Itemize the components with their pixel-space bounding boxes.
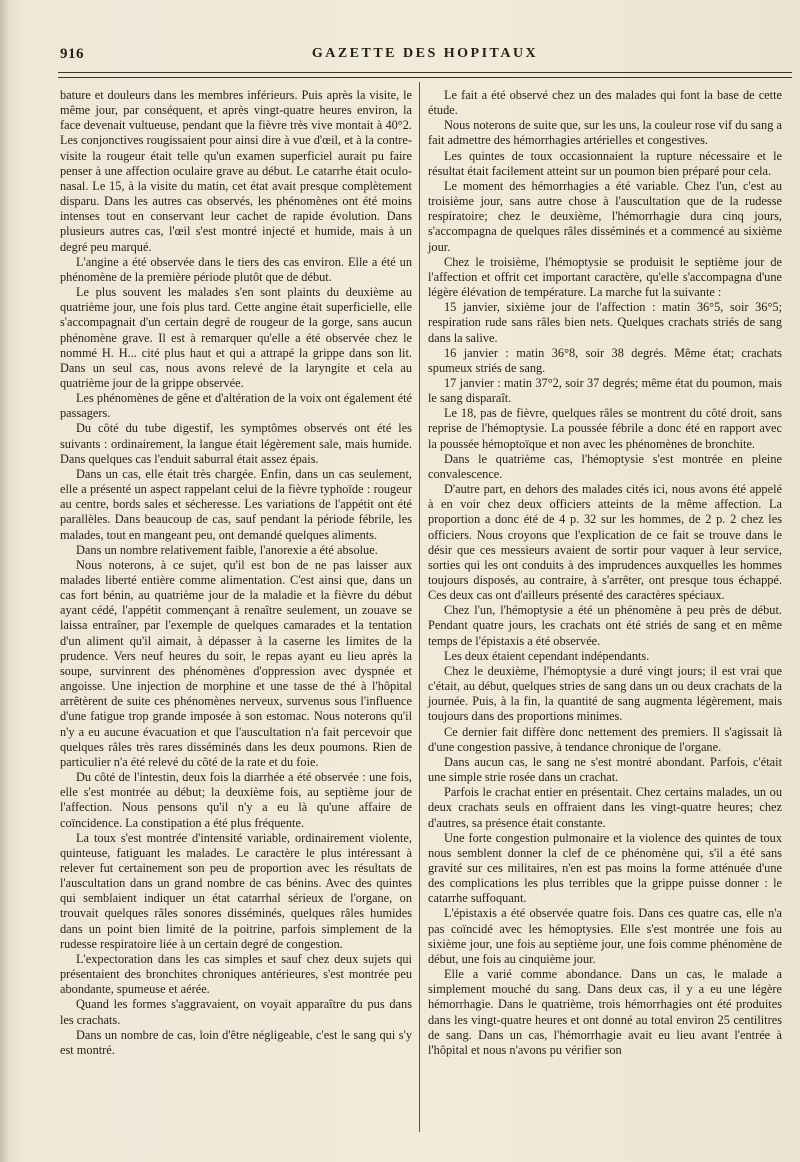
paragraph: Quand les formes s'aggravaient, on voyait apparaître du pus dans les crachats.: [60, 997, 412, 1027]
paragraph: Ce dernier fait diffère donc nettement des premiers. Il s'agissait là d'une congestion passive, à tendance chronique de l'organe.: [428, 724, 782, 754]
paragraph: 17 janvier : matin 37°2, soir 37 degrés; même état du poumon, mais le sang disparaît.: [428, 375, 782, 406]
left-column: [60, 88, 412, 1058]
paragraph: D'autre part, en dehors des malades cités ici, nous avons été appelé à en voir chez deux officiers atteints de la même affection. La proportion a donc été de 4 p. 32 sur les hommes, de 2 p. 2 chez les officiers. Nous croyons que l'explication de ce fait se trouve dans le désir que ces messieurs avaient de sortir pour vaquer à leur service, sorties qui les ont conduits à des imprudences auxquelles les hommes toujours disposés, au contraire, à s'arrêter, ont presque tous échappé. Ces deux cas ont d'ailleurs présenté des caractères spéciaux.: [428, 482, 782, 603]
column-divider: [419, 82, 420, 1132]
paragraph: Du côté du tube digestif, les symptômes observés ont été les suivants : ordinairement, la langue était légèrement sale, mais humide. Dans quelques cas l'enduit saburral était assez épais.: [60, 421, 412, 466]
paragraph: L'expectoration dans les cas simples et sauf chez deux sujets qui présentaient des bronchites chroniques antérieures, s'est montrée peu abondante, spumeuse et aérée.: [60, 951, 412, 997]
paragraph: Les phénomènes de gêne et d'altération de la voix ont également été passagers.: [60, 391, 412, 421]
paragraph: Chez le deuxième, l'hémoptysie a duré vingt jours; il est vrai que c'était, au début, quelques stries de sang dans un ou deux crachats de la journée. Puis, à la fin, la quantité de sang augmenta légèrement, mais toujours dans des proportions minimes.: [428, 663, 782, 724]
paragraph: Du côté de l'intestin, deux fois la diarrhée a été observée : une fois, elle s'est montrée au début; la deuxième fois, au septième jour de l'affection. Nous pensons qu'il n'y a eu là qu'une affaire de coïncidence. La constipation a été plus fréquente.: [60, 770, 412, 830]
paragraph: La toux s'est montrée d'intensité variable, ordinairement violente, quinteuse, fatiguant les malades. Le caractère le plus intéressant à relever fut certainement son peu de proportion avec les résultats de l'auscultation dans un grand nombre de cas bénins. Avec des quintes qui semblaient indiquer un état catarrhal sérieux de l'organe, on trouvait quelques râles sonores disséminés, quelques râles humides dans un point bien limité de la poitrine, parfois simplement de la rudesse respiratoire liée à un certain degré de congestion.: [60, 830, 412, 951]
paragraph: bature et douleurs dans les membres inférieurs. Puis après la visite, le même jour, par conséquent, et après vingt-quatre heures environ, la face devenait vultueuse, pendant que la fièvre très vive montait à 40°2. Les conjonctives rougissaient pour ainsi dire à vue d'œil, et à la contre-visite la rougeur était telle qu'un examen superficiel aurait pu faire penser à une affection oculaire grave au début. Le catarrhe était oculo-nasal. Le 15, à la visite du matin, cet état avait presque complètement disparu. Dans les autres cas observés, les phénomènes ont été moins intenses tout en conservant leur cachet de rapide évolution. Dans plusieurs autres cas, l'œil s'est montré injecté et humide, mais à un degré peu marqué.: [60, 88, 412, 254]
paragraph: Le fait a été observé chez un des malades qui font la base de cette étude.: [428, 88, 782, 118]
page-number: 916: [60, 46, 84, 62]
paragraph: L'angine a été observée dans le tiers des cas environ. Elle a été un phénomène de la première période plutôt que de début.: [60, 254, 412, 284]
paragraph: Les quintes de toux occasionnaient la rupture nécessaire et le résultat était facilement atteint sur un poumon bien préparé pour cela.: [428, 148, 782, 178]
paragraph: Le plus souvent les malades s'en sont plaints du deuxième au quatrième jour, une fois plus tard. Cette angine était superficielle, elle s'accompagnait d'un certain degré de rougeur de la gorge, sans aucun phénomène grave. Il est à remarquer qu'elle a été observée chez le nommé H. H... cité plus haut et qui a attrapé la grippe dans son lit. Dans un seul cas, nous avons relevé de la laryngite et cela au quatrième jour de la grippe observée.: [60, 285, 412, 390]
paragraph: Nous noterons de suite que, sur les uns, la couleur rose vif du sang a fait admettre des hémorrhagies artérielles et congestives.: [428, 118, 782, 148]
paragraph: Chez l'un, l'hémoptysie a été un phénomène à peu près de début. Pendant quatre jours, les crachats ont été striés de sang et en même temps de l'épistaxis a été observée.: [428, 603, 782, 648]
paragraph: 16 janvier : matin 36°8, soir 38 degrés. Même état; crachats spumeux striés de sang.: [428, 345, 782, 375]
paragraph: Le 18, pas de fièvre, quelques râles se montrent du côté droit, sans reprise de l'hémoptysie. La poussée fébrile a donc été en rapport avec la poussée hémoptoïque et non avec les phénomènes de bronchite.: [428, 406, 782, 451]
paragraph: Dans un nombre relativement faible, l'anorexie a été absolue.: [76, 542, 378, 557]
paragraph: 15 janvier, sixième jour de l'affection : matin 36°5, soir 36°5; respiration rude sans râles bien nets. Quelques crachats striés de sang dans la salive.: [428, 300, 782, 345]
paragraph: Dans un nombre de cas, loin d'être négligeable, c'est le sang qui s'y est montré.: [60, 1027, 412, 1057]
paragraph: Dans aucun cas, le sang ne s'est montré abondant. Parfois, c'était une simple strie rosée dans un crachat.: [428, 754, 782, 785]
paragraph: Le moment des hémorrhagies a été variable. Chez l'un, c'est au troisième jour, sans autre chose à l'auscultation que de la rudesse respiratoire; chez le deuxième, l'hémorrhagie dura cinq jours, s'accompagna de quelques râles disséminés et a commencé au sixième jour.: [428, 178, 782, 254]
page-header: [60, 46, 790, 68]
paragraph: Dans le quatrième cas, l'hémoptysie s'est montrée en pleine convalescence.: [428, 451, 782, 481]
paragraph: L'épistaxis a été observée quatre fois. Dans ces quatre cas, elle n'a pas coïncidé avec les hémoptysies. Elle s'est montrée une fois au sixième jour, une fois au septième jour, une fois comme phénomène de début, une fois au cinquième jour.: [428, 906, 782, 966]
header-rule-bottom: [58, 77, 792, 78]
page-binding-edge: [0, 0, 8, 1162]
journal-title: GAZETTE DES HOPITAUX: [311, 46, 539, 61]
right-column: [428, 88, 782, 1058]
paragraph: Parfois le crachat entier en présentait. Chez certains malades, un ou deux crachats seuls en offraient dans les vingt-quatre heures; chez d'autres, sa présence était constante.: [428, 785, 782, 830]
paragraph: Chez le troisième, l'hémoptysie se produisit le septième jour de l'affection et offrit cet important caractère, qu'elle s'accompagna d'une légère élévation de température. La marche fut la suivante :: [428, 254, 782, 300]
paragraph: Une forte congestion pulmonaire et la violence des quintes de toux nous semblent donner la clef de ce phénomène qui, s'il a été sans gravité sur ces militaires, n'en est pas moins la forme atténuée d'une des complications les plus terribles que la grippe puisse donner : le catarrhe suffoquant.: [428, 830, 782, 906]
header-rule-top: [58, 72, 792, 73]
paragraph: Nous noterons, à ce sujet, qu'il est bon de ne pas laisser aux malades liberté entière comme alimentation. C'est ainsi que, dans un cas fort bénin, au quatrième jour de la maladie et la fièvre du début ayant cédé, l'appétit commençant à renaître seulement, un zouave se laissa entraîner, par l'exemple de quelques camarades et la tentation d'un aliment qu'il aimait, à dépasser à la caserne les limites de la prudence. Vers neuf heures du soir, le repas ayant eu lieu après la soupe, survinrent des phénomènes d'oppression avec dyspnée et angoisse. Une injection de morphine et une tasse de thé à l'hôpital arrêtèrent de suite ces phénomènes nerveux, survenus sous l'influence d'une fatigue trop grande imposée à son estomac. Nous noterons qu'il n'y a eu aucune évacuation et que l'auscultation n'a fait percevoir que quelques râles très rares disséminés dans les deux poumons. Rien de particulier n'a été relevé du côté de la rate et du foie.: [60, 557, 412, 769]
paragraph: Elle a varié comme abondance. Dans un cas, le malade a simplement mouché du sang. Dans deux cas, il y a eu une légère hémorrhagie. Dans le quatrième, trois hémorrhagies ont été produites dans les vingt-quatre heures et ont donné au total environ 25 centilitres de sang. Dans un cas, l'hémorrhagie avait eu lieu avant l'entrée à l'hôpital et nous n'avons pu vérifier son: [428, 967, 782, 1057]
paragraph: Dans un cas, elle était très chargée. Enfin, dans un cas seulement, elle a présenté un aspect rappelant celui de la fièvre typhoïde : rougeur au centre, bords sales et sécheresse. Les variations de l'appétit ont été parallèles. Dans beaucoup de cas, sauf pendant la période fébrile, les malades, tout en mangeant peu, ont demandé quelques aliments.: [60, 466, 412, 542]
paragraph: Les deux étaient cependant indépendants.: [444, 648, 650, 663]
